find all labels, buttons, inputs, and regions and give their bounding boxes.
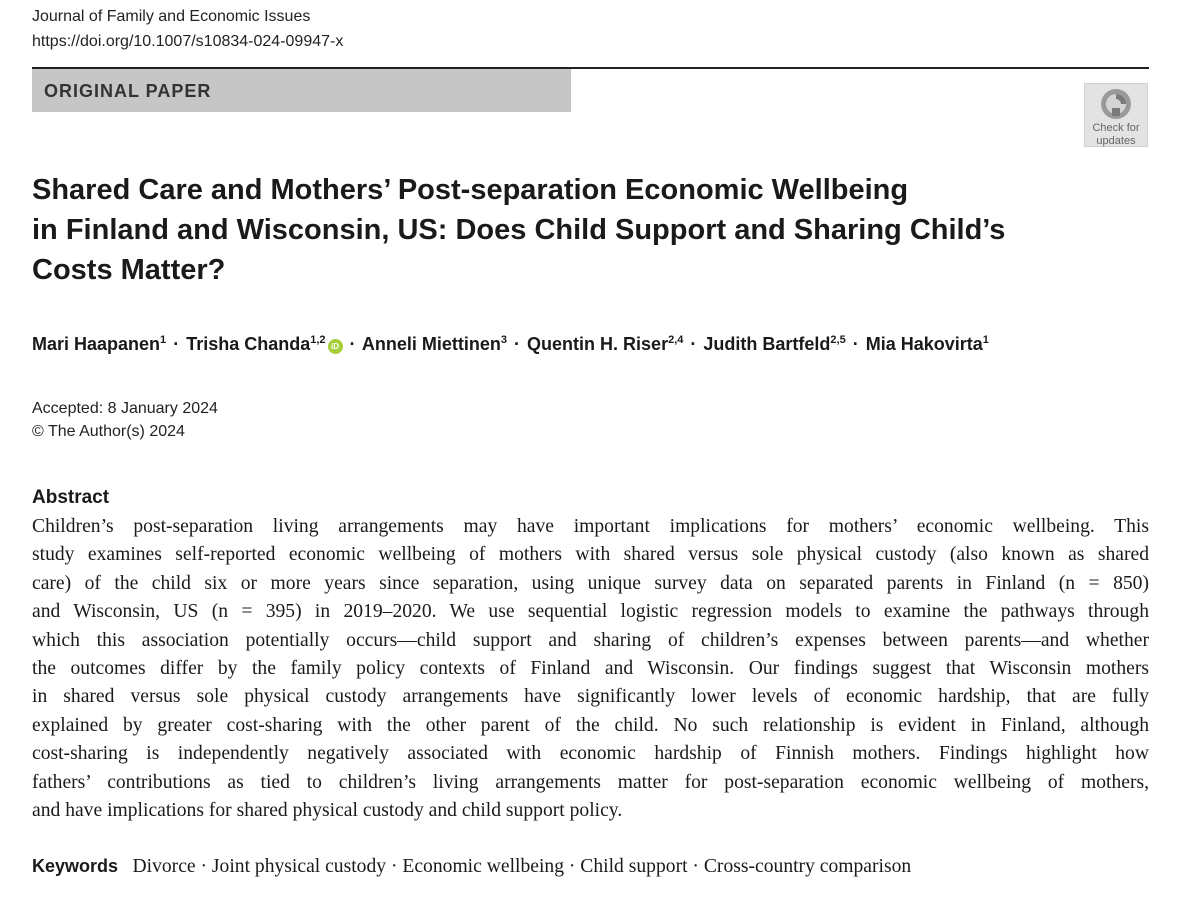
author-affiliation: 1: [982, 334, 989, 346]
author-name[interactable]: Judith Bartfeld: [703, 334, 831, 354]
author-separator: ·: [852, 334, 859, 354]
title-line: Shared Care and Mothers’ Post-separation Economic Wellbeing: [32, 174, 909, 206]
abstract-line: in shared versus sole physical custody arrangements have significantly lower levels of economic hardship, that are fully: [32, 686, 1149, 708]
abstract-line: explained by greater cost-sharing with the other parent of the child. No such relationship is evident in Finland, although: [32, 714, 1149, 736]
author-separator: ·: [514, 334, 521, 354]
orcid-icon[interactable]: iD: [328, 339, 343, 354]
author-affiliation: 2,5: [830, 334, 846, 346]
abstract-line: which this association potentially occurs—child support and sharing of children’s expenses between parents—and whether: [32, 629, 1149, 651]
author-name[interactable]: Mia Hakovirta: [865, 334, 983, 354]
abstract-heading: Abstract: [32, 487, 110, 508]
author-list: [32, 331, 989, 357]
abstract-line: Children’s post-separation living arrangements may have important implications for mothers’ economic wellbeing. This: [32, 516, 1149, 537]
check-for-updates-icon: [1099, 87, 1133, 121]
abstract-line: and Wisconsin, US (n = 395) in 2019–2020. We use sequential logistic regression models to examine the pathways through: [32, 601, 1149, 623]
article-type-banner: ORIGINAL PAPER: [32, 69, 571, 112]
abstract-line: study examines self-reported economic wellbeing of mothers with shared versus sole physical custody (also known as shared: [32, 544, 1149, 566]
abstract-line: fathers’ contributions as tied to children’s living arrangements matter for post-separation economic wellbeing of mothers,: [32, 771, 1149, 793]
article-title: [32, 170, 1082, 290]
author-name[interactable]: Anneli Miettinen: [361, 334, 501, 354]
title-line: Costs Matter?: [32, 254, 226, 286]
check-for-updates-badge[interactable]: [1084, 83, 1148, 147]
abstract-line: care) of the child six or more years since separation, using unique survey data on separated parents in Finland (n = 850): [32, 572, 1149, 594]
doi-link[interactable]: https://doi.org/10.1007/s10834-024-09947-x: [32, 33, 344, 50]
journal-name: Journal of Family and Economic Issues: [32, 8, 311, 25]
copyright-notice: © The Author(s) 2024: [32, 423, 185, 440]
author-name[interactable]: Trisha Chanda: [186, 334, 311, 354]
abstract-line: and have implications for shared physical custody and child support policy.: [32, 800, 623, 822]
author-name[interactable]: Mari Haapanen: [32, 334, 161, 354]
check-for-updates-line2: updates: [1096, 135, 1136, 147]
author-separator: ·: [690, 334, 697, 354]
check-for-updates-line1: Check for: [1092, 122, 1140, 134]
abstract-body: [32, 513, 1149, 825]
abstract-line: the outcomes differ by the family policy contexts of Finland and Wisconsin. Our findings suggest that Wisconsin mothers: [32, 658, 1149, 680]
author-affiliation: 1,2: [310, 334, 326, 346]
abstract-line: cost-sharing is independently negatively associated with economic hardship of Finnish mothers. Findings highlight how: [32, 743, 1149, 765]
author-affiliation: 1: [160, 334, 167, 346]
title-line: in Finland and Wisconsin, US: Does Child Support and Sharing Child’s: [32, 214, 1006, 246]
keywords-section: [32, 852, 911, 882]
author-separator: ·: [173, 334, 180, 354]
keywords-label: Keywords: [32, 856, 119, 876]
accepted-date: Accepted: 8 January 2024: [32, 400, 218, 417]
author-separator: ·: [349, 334, 356, 354]
author-affiliation: 3: [500, 334, 508, 346]
author-affiliation: 2,4: [668, 334, 684, 346]
author-name[interactable]: Quentin H. Riser: [527, 334, 669, 354]
keywords-list: Divorce · Joint physical custody · Economic wellbeing · Child support · Cross-country comparison: [132, 856, 912, 877]
